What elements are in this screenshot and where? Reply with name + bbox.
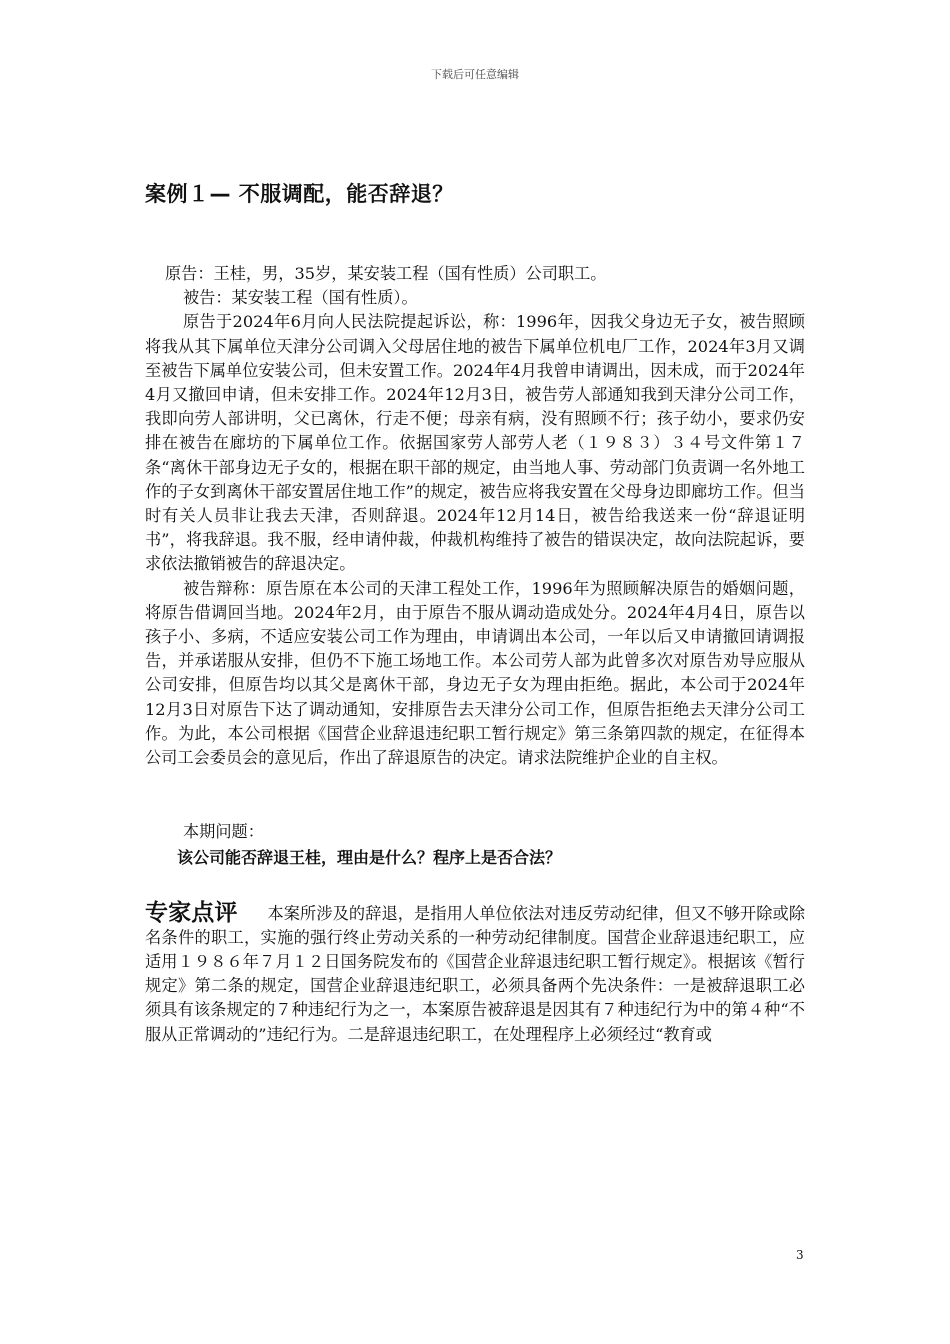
expert-text: 本案所涉及的辞退，是指用人单位依法对违反劳动纪律，但又不够开除或除名条件的职工，实施的强行终止劳动关系的一种劳动纪律制度。国营企业辞退违纪职工，应适用１９８６年７月１２日国务院发布的《国营企业辞退违纪职工暂行规定》。根据该《暂行规定》第二条的规定，国营企业辞退违纪职工，必须具备两个先决条件：一是被辞退职工必须具有该条规定的７种违纪行为之一，本案原告被辞退是因其有７种违纪行为中的第４种“不服从正常调动的”违纪行为。二是辞退违纪职工，在处理程序上必须经过“教育或: [145, 903, 806, 1044]
expert-title: 专家点评: [145, 899, 238, 926]
question-text: 该公司能否辞退王桂，理由是什么？程序上是否合法？: [177, 848, 562, 868]
claim-paragraph: 原告于2024年6月向人民法院提起诉讼，称：1996年，因我父身边无子女，被告照顾将我从其下属单位天津分公司调入父母居住地的被告下属单位机电厂工作，2024年3月又调至被告下属单位安装公司，但未安置工作。2024年4月我曾申请调出，因未成，而于2024年4月又撤回申请，但未安排工作。2024年12月3日，被告劳人部通知我到天津分公司工作，我即向劳人部讲明，父已离休，行走不便；母亲有病，没有照顾不行；孩子幼小，要求仍安排在被告在廊坊的下属单位工作。依据国家劳人部劳人老（１９８３）３４号文件第１７条“离休干部身边无子女的，根据在职干部的规定，由当地人事、劳动部门负责调一名外地工作的子女到离休干部安置居住地工作”的规定，被告应将我安置在父母身边即廊坊工作。但当时有关人员非让我去天津，否则辞退。2024年12月14日，被告给我送来一份“辞退证明书”，将我辞退。我不服，经申请仲裁，仲裁机构维持了被告的错误决定，故向法院起诉，要求依法撤销被告的辞退决定。: [145, 312, 805, 574]
page-header: 下载后可任意编辑: [431, 68, 519, 81]
spacer: [145, 770, 805, 820]
plaintiff-paragraph: 原告：王桂，男，35岁，某安装工程（国有性质）公司职工。: [165, 264, 607, 283]
question-label: 本期问题：: [183, 822, 264, 842]
case-body: [145, 262, 805, 1047]
page-number: 3: [796, 1248, 804, 1262]
defense-paragraph: 被告辩称：原告原在本公司的天津工程处工作，1996年为照顾解决原告的婚姻问题，将原告借调回当地。2024年2月，由于原告不服从调动造成处分。2024年4月4日，原告以孩子小、多病，不适应安装公司工作为理由，申请调出本公司，一年以后又申请撤回请调报告，并承诺服从安排，但仍不下施工场地工作。本公司劳人部为此曾多次对原告劝导应服从公司安排，但原告均以其父是离休干部，身边无子女为理由拒绝。据此，本公司于2024年12月3日对原告下达了调动通知，安排原告去天津分公司工作，但原告拒绝去天津分公司工作。为此，本公司根据《国营企业辞退违纪职工暂行规定》第三条第四款的规定，在征得本公司工会委员会的意见后，作出了辞退原告的决定。请求法院维护企业的自主权。: [145, 578, 805, 768]
expert-paragraph: [145, 901, 805, 1047]
case-title: 案例１— 不服调配，能否辞退？: [145, 182, 454, 206]
defendant-paragraph: 被告：某安装工程（国有性质）。: [183, 288, 418, 308]
